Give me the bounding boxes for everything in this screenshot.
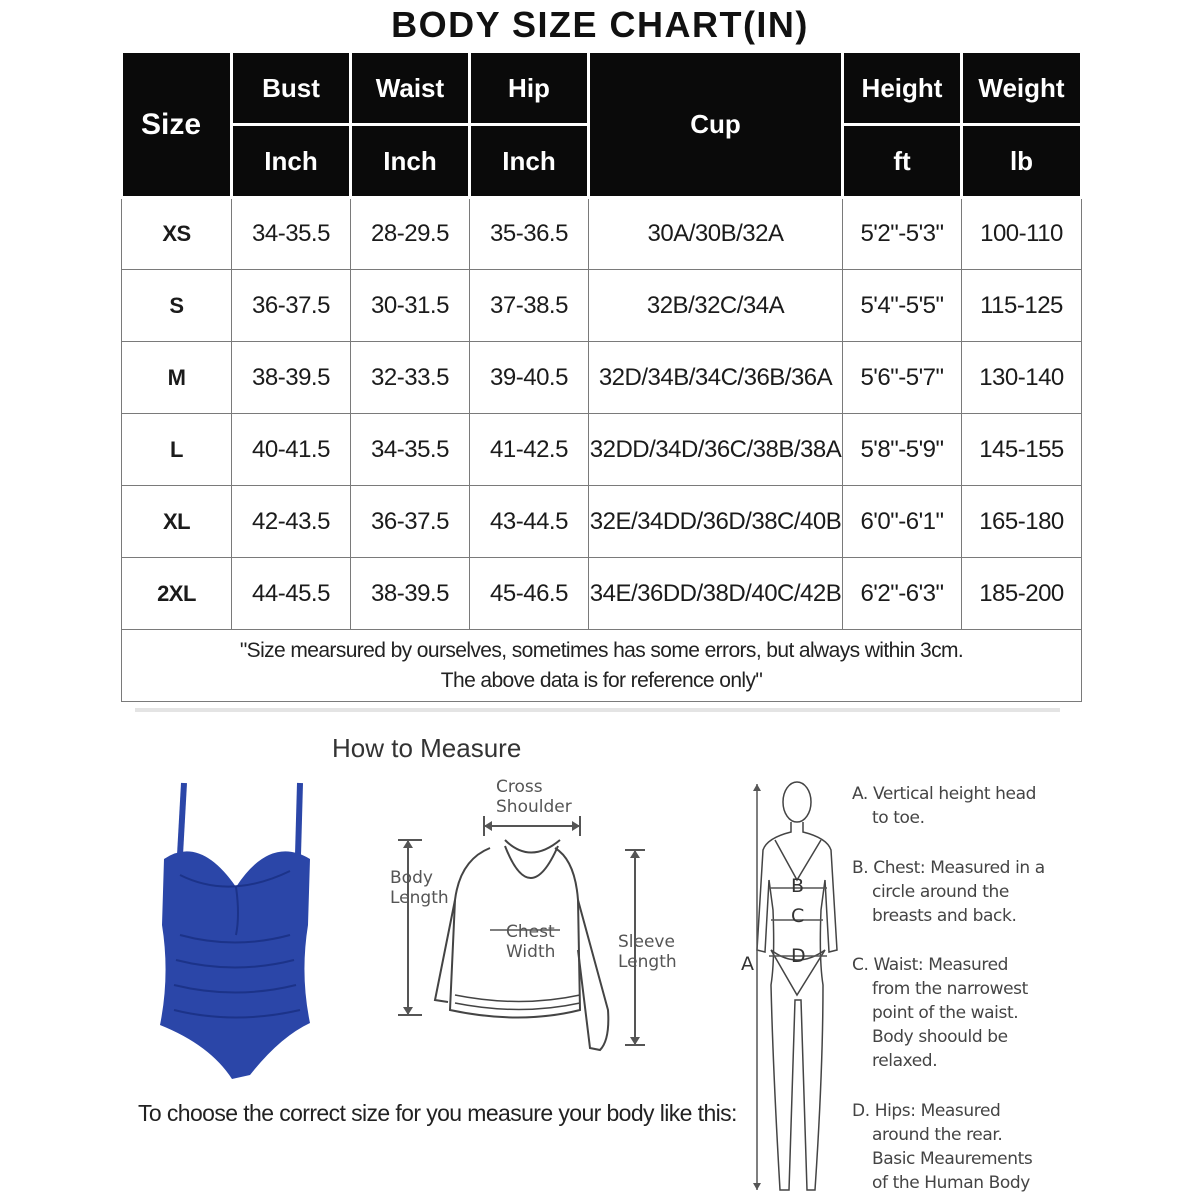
weight-cell: 100-110 — [962, 198, 1082, 270]
cup-cell: 32E/34DD/36D/38C/40B — [589, 486, 843, 558]
header-size: Size — [122, 52, 232, 198]
instruction-d-line: around the rear. — [872, 1125, 1003, 1145]
height-cell: 5'2"-5'3" — [843, 198, 962, 270]
height-cell: 6'2"-6'3" — [843, 558, 962, 630]
label-body-length — [390, 868, 449, 908]
hip-cell: 35-36.5 — [470, 198, 589, 270]
height-cell: 6'0"-6'1" — [843, 486, 962, 558]
hip-cell: 41-42.5 — [470, 414, 589, 486]
waist-cell: 28-29.5 — [351, 198, 470, 270]
hip-cell: 37-38.5 — [470, 270, 589, 342]
note-row — [122, 630, 1082, 702]
instruction-c — [852, 953, 1028, 1073]
instruction-b-line: B. Chest: Measured in a — [852, 858, 1045, 878]
note-cell — [122, 630, 1082, 702]
header-row-labels — [122, 52, 1082, 125]
weight-cell: 145-155 — [962, 414, 1082, 486]
cup-cell: 30A/30B/32A — [589, 198, 843, 270]
label-chest-width-1: Chest — [506, 922, 555, 942]
table-row — [122, 198, 1082, 270]
instruction-d-line: of the Human Body — [872, 1173, 1030, 1193]
label-chest-width — [506, 922, 555, 962]
header-waist: Waist — [351, 52, 470, 125]
cup-cell: 32D/34B/34C/36B/36A — [589, 342, 843, 414]
hip-cell: 39-40.5 — [470, 342, 589, 414]
header-bust-unit: Inch — [232, 125, 351, 198]
marker-a: A — [741, 953, 754, 975]
chart-title: BODY SIZE CHART(IN) — [391, 4, 809, 45]
waist-cell: 36-37.5 — [351, 486, 470, 558]
bust-cell: 34-35.5 — [232, 198, 351, 270]
bust-cell: 40-41.5 — [232, 414, 351, 486]
bust-cell: 44-45.5 — [232, 558, 351, 630]
size-cell: XS — [122, 198, 232, 270]
size-chart-table — [120, 50, 1083, 702]
hip-cell: 45-46.5 — [470, 558, 589, 630]
instruction-c-line: Body shoould be — [872, 1027, 1008, 1047]
note-line-1: "Size mearsured by ourselves, sometimes has some errors, but always within 3cm. — [239, 638, 964, 662]
size-cell: S — [122, 270, 232, 342]
header-height: Height — [843, 52, 962, 125]
waist-cell: 38-39.5 — [351, 558, 470, 630]
weight-cell: 165-180 — [962, 486, 1082, 558]
bust-cell: 38-39.5 — [232, 342, 351, 414]
size-cell: 2XL — [122, 558, 232, 630]
instruction-c-line: relaxed. — [872, 1051, 938, 1071]
instruction-a-line: to toe. — [872, 808, 925, 828]
marker-d: D — [791, 945, 806, 967]
marker-b: B — [791, 875, 805, 897]
instruction-d-line: Basic Meaurements — [872, 1149, 1033, 1169]
section-divider — [135, 708, 1060, 712]
cup-cell: 32B/32C/34A — [589, 270, 843, 342]
waist-cell: 32-33.5 — [351, 342, 470, 414]
instruction-c-line: point of the waist. — [872, 1003, 1019, 1023]
note-line-2: The above data is for reference only" — [440, 668, 763, 692]
header-weight-unit: lb — [962, 125, 1082, 198]
instruction-d — [852, 1099, 1032, 1195]
instruction-c-line: C. Waist: Measured — [852, 955, 1009, 975]
waist-cell: 30-31.5 — [351, 270, 470, 342]
label-body-length-1: Body — [390, 868, 433, 888]
cup-cell: 34E/36DD/38D/40C/42B — [589, 558, 843, 630]
label-sleeve-length-2: Length — [618, 952, 677, 972]
label-cross-shoulder — [496, 777, 572, 817]
label-body-length-2: Length — [390, 888, 449, 908]
instruction-a-line: A. Vertical height head — [852, 784, 1037, 804]
bust-cell: 42-43.5 — [232, 486, 351, 558]
instruction-d-line: D. Hips: Measured — [852, 1101, 1001, 1121]
instruction-a — [852, 782, 1036, 830]
instruction-b-line: circle around the — [872, 882, 1009, 902]
header-hip-unit: Inch — [470, 125, 589, 198]
waist-cell: 34-35.5 — [351, 414, 470, 486]
hip-cell: 43-44.5 — [470, 486, 589, 558]
marker-c: C — [791, 905, 805, 927]
size-cell: M — [122, 342, 232, 414]
table-row — [122, 486, 1082, 558]
bust-cell: 36-37.5 — [232, 270, 351, 342]
instruction-b — [852, 856, 1045, 928]
label-chest-width-2: Width — [506, 942, 556, 962]
cup-cell: 32DD/34D/36C/38B/38A — [589, 414, 843, 486]
how-to-measure-title: How to Measure — [332, 733, 522, 763]
choose-size-text: To choose the correct size for you measure your body like this: — [138, 1100, 737, 1126]
human-body-diagram — [735, 770, 845, 1200]
swimsuit-illustration — [140, 775, 330, 1085]
label-sleeve-length-1: Sleeve — [618, 932, 675, 952]
table-row — [122, 414, 1082, 486]
table-row — [122, 342, 1082, 414]
weight-cell: 130-140 — [962, 342, 1082, 414]
header-weight: Weight — [962, 52, 1082, 125]
header-bust: Bust — [232, 52, 351, 125]
weight-cell: 185-200 — [962, 558, 1082, 630]
header-height-unit: ft — [843, 125, 962, 198]
header-cup: Cup — [589, 52, 843, 198]
label-cross-shoulder-1: Cross — [496, 777, 543, 797]
table-row — [122, 558, 1082, 630]
instruction-c-line: from the narrowest — [872, 979, 1028, 999]
header-hip: Hip — [470, 52, 589, 125]
label-cross-shoulder-2: Shoulder — [496, 797, 572, 817]
weight-cell: 115-125 — [962, 270, 1082, 342]
header-waist-unit: Inch — [351, 125, 470, 198]
size-cell: XL — [122, 486, 232, 558]
height-cell: 5'4"-5'5" — [843, 270, 962, 342]
height-cell: 5'6"-5'7" — [843, 342, 962, 414]
height-cell: 5'8"-5'9" — [843, 414, 962, 486]
size-cell: L — [122, 414, 232, 486]
label-sleeve-length — [618, 932, 677, 972]
table-row — [122, 270, 1082, 342]
instruction-b-line: breasts and back. — [872, 906, 1017, 926]
